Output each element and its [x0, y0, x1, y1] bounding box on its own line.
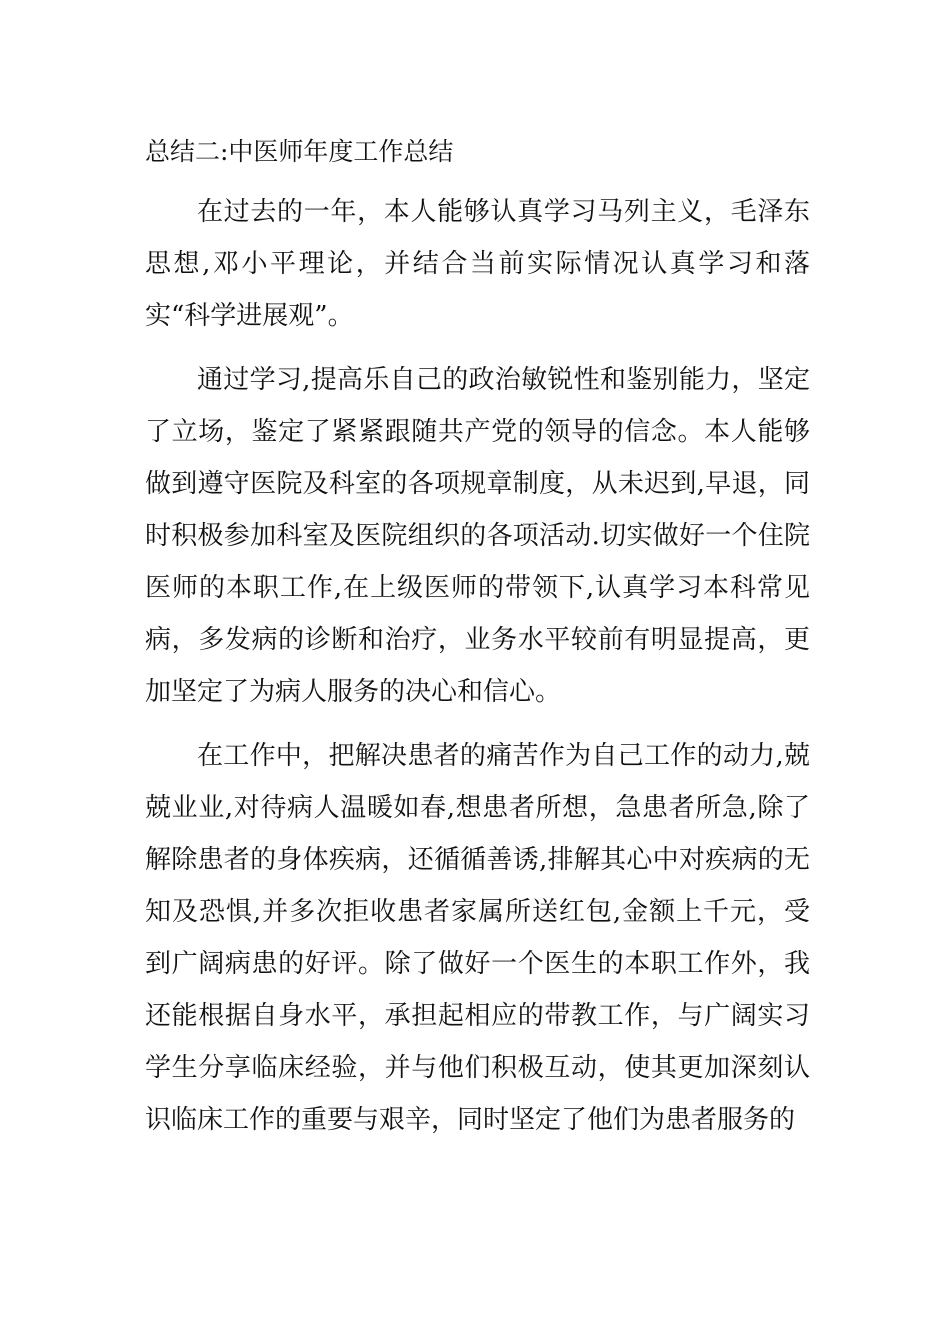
document-body — [145, 126, 810, 1146]
paragraph-1: 在过去的一年，本人能够认真学习马列主义，毛泽东思想,邓小平理论，并结合当前实际情况认真学习和落实“科学进展观”。 — [145, 197, 810, 331]
paragraph-3: 在工作中，把解决患者的痛苦作为自己工作的动力,兢兢业业,对待病人温暖如春,想患者所想，急患者所急,除了解除患者的身体疾病，还循循善诱,排解其心中对疾病的无知及恐惧,并多次拒收患者家属所送红包,金额上千元，受到广阔病患的好评。除了做好一个医生的本职工作外，我还能根据自身水平，承担起相应的带教工作，与广阔实习学生分享临床经验，并与他们积极互动，使其更加深刻认识临床工作的重要与艰辛，同时坚定了他们为患者服务的 — [145, 741, 810, 1135]
paragraph-2: 通过学习,提高乐自己的政治敏锐性和鉴别能力，坚定了立场，鉴定了紧紧跟随共产党的领导的信念。本人能够做到遵守医院及科室的各项规章制度，从未迟到,早退，同时积极参加科室及医院组织的各项活动.切实做好一个住院医师的本职工作,在上级医师的带领下,认真学习本科常见病，多发病的诊断和治疗，业务水平较前有明显提高，更加坚定了为病人服务的决心和信心。 — [145, 365, 810, 707]
document-title: 总结二:中医师年度工作总结 — [145, 137, 454, 166]
